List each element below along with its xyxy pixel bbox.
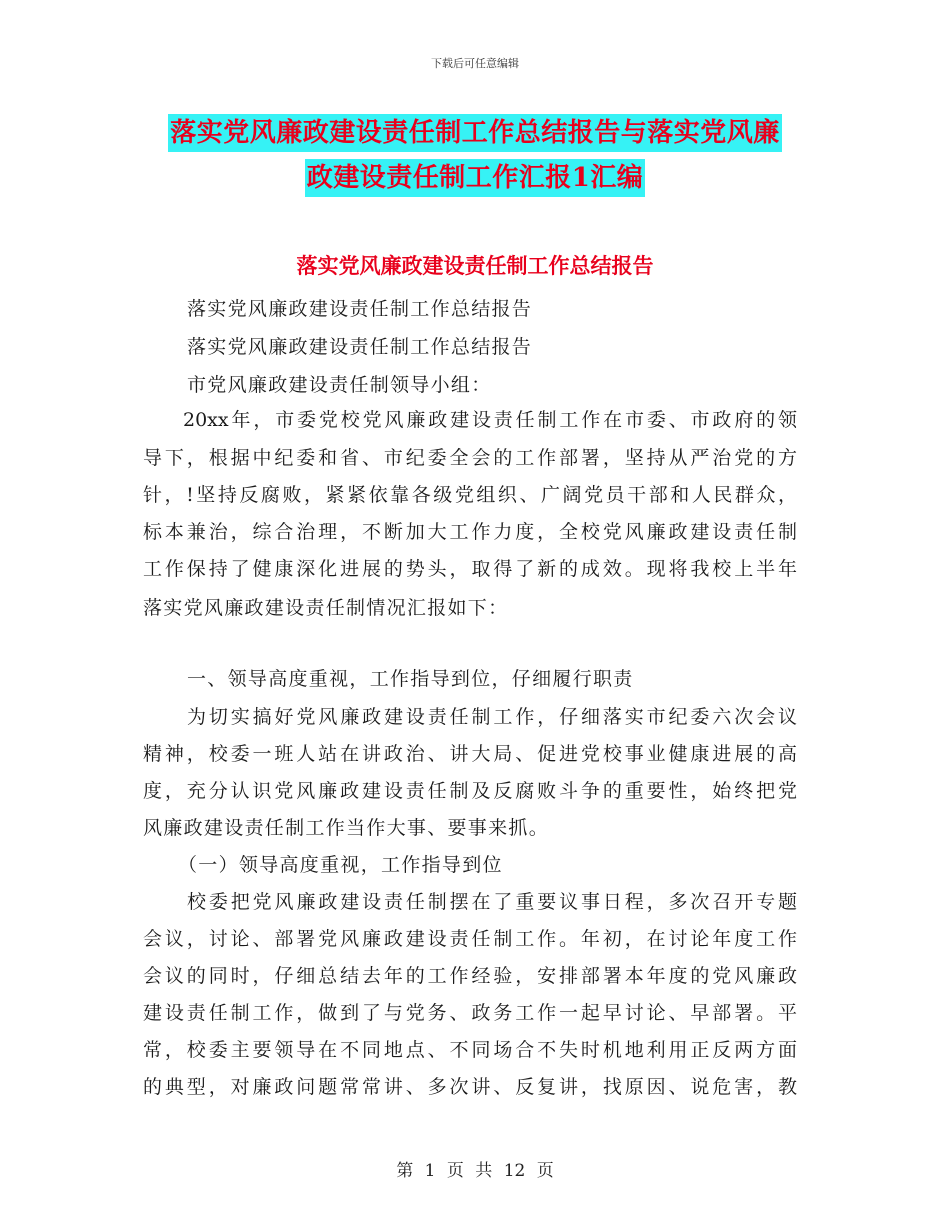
- title-highlight-2: 政建设责任制工作汇报1汇编: [305, 159, 646, 197]
- body-line: 标本兼治，综合治理，不断加大工作力度，全校党风廉政建设责任制: [143, 521, 797, 543]
- body-line: 建设责任制工作，做到了与党务、政务工作一起早讨论、早部署。平: [143, 1002, 797, 1024]
- body-line: 工作保持了健康深化进展的势头，取得了新的成效。现将我校上半年: [143, 558, 797, 580]
- body-line: 的典型，对廉政问题常常讲、多次讲、反复讲，找原因、说危害，教: [143, 1076, 797, 1098]
- body-line: 针，!坚持反腐败，紧紧依靠各级党组织、广阔党员干部和人民群众，: [143, 484, 797, 506]
- body-line: 校委把党风廉政建设责任制摆在了重要议事日程，多次召开专题: [187, 891, 797, 913]
- body-line: 20xx年，市委党校党风廉政建设责任制工作在市委、市政府的领: [183, 409, 797, 431]
- page-footer: 第 1 页 共 12 页: [396, 1161, 554, 1181]
- body-line: 会议，讨论、部署党风廉政建设责任制工作。年初，在讨论年度工作: [143, 928, 797, 950]
- body-line: 导下，根据中纪委和省、市纪委全会的工作部署，坚持从严治党的方: [143, 447, 797, 469]
- body-line: 度，充分认识党风廉政建设责任制及反腐败斗争的重要性，始终把党: [143, 780, 797, 802]
- heading-level-2: （一）领导高度重视，工作指导到位: [178, 854, 503, 876]
- document-title-line-2: [0, 157, 950, 194]
- document-title-line-1: [0, 112, 950, 149]
- body-line: 落实党风廉政建设责任制工作总结报告: [187, 336, 533, 358]
- body-line: 风廉政建设责任制工作当作大事、要事来抓。: [143, 817, 550, 839]
- body-line: 落实党风廉政建设责任制情况汇报如下：: [143, 597, 509, 619]
- body-line: 落实党风廉政建设责任制工作总结报告: [187, 298, 533, 320]
- section-title: 落实党风廉政建设责任制工作总结报告: [296, 253, 654, 278]
- title-highlight-1: 落实党风廉政建设责任制工作总结报告与落实党风廉: [168, 114, 782, 152]
- body-line: 会议的同时，仔细总结去年的工作经验，安排部署本年度的党风廉政: [143, 965, 797, 987]
- body-line: 精神，校委一班人站在讲政治、讲大局、促进党校事业健康进展的高: [143, 743, 797, 765]
- body-line: 市党风廉政建设责任制领导小组：: [187, 374, 492, 396]
- header-note: 下载后可任意编辑: [431, 57, 519, 70]
- heading-level-1: 一、领导高度重视，工作指导到位，仔细履行职责: [187, 668, 634, 690]
- body-line: 为切实搞好党风廉政建设责任制工作，仔细落实市纪委六次会议: [187, 706, 797, 728]
- body-line: 常，校委主要领导在不同地点、不同场合不失时机地利用正反两方面: [143, 1039, 797, 1061]
